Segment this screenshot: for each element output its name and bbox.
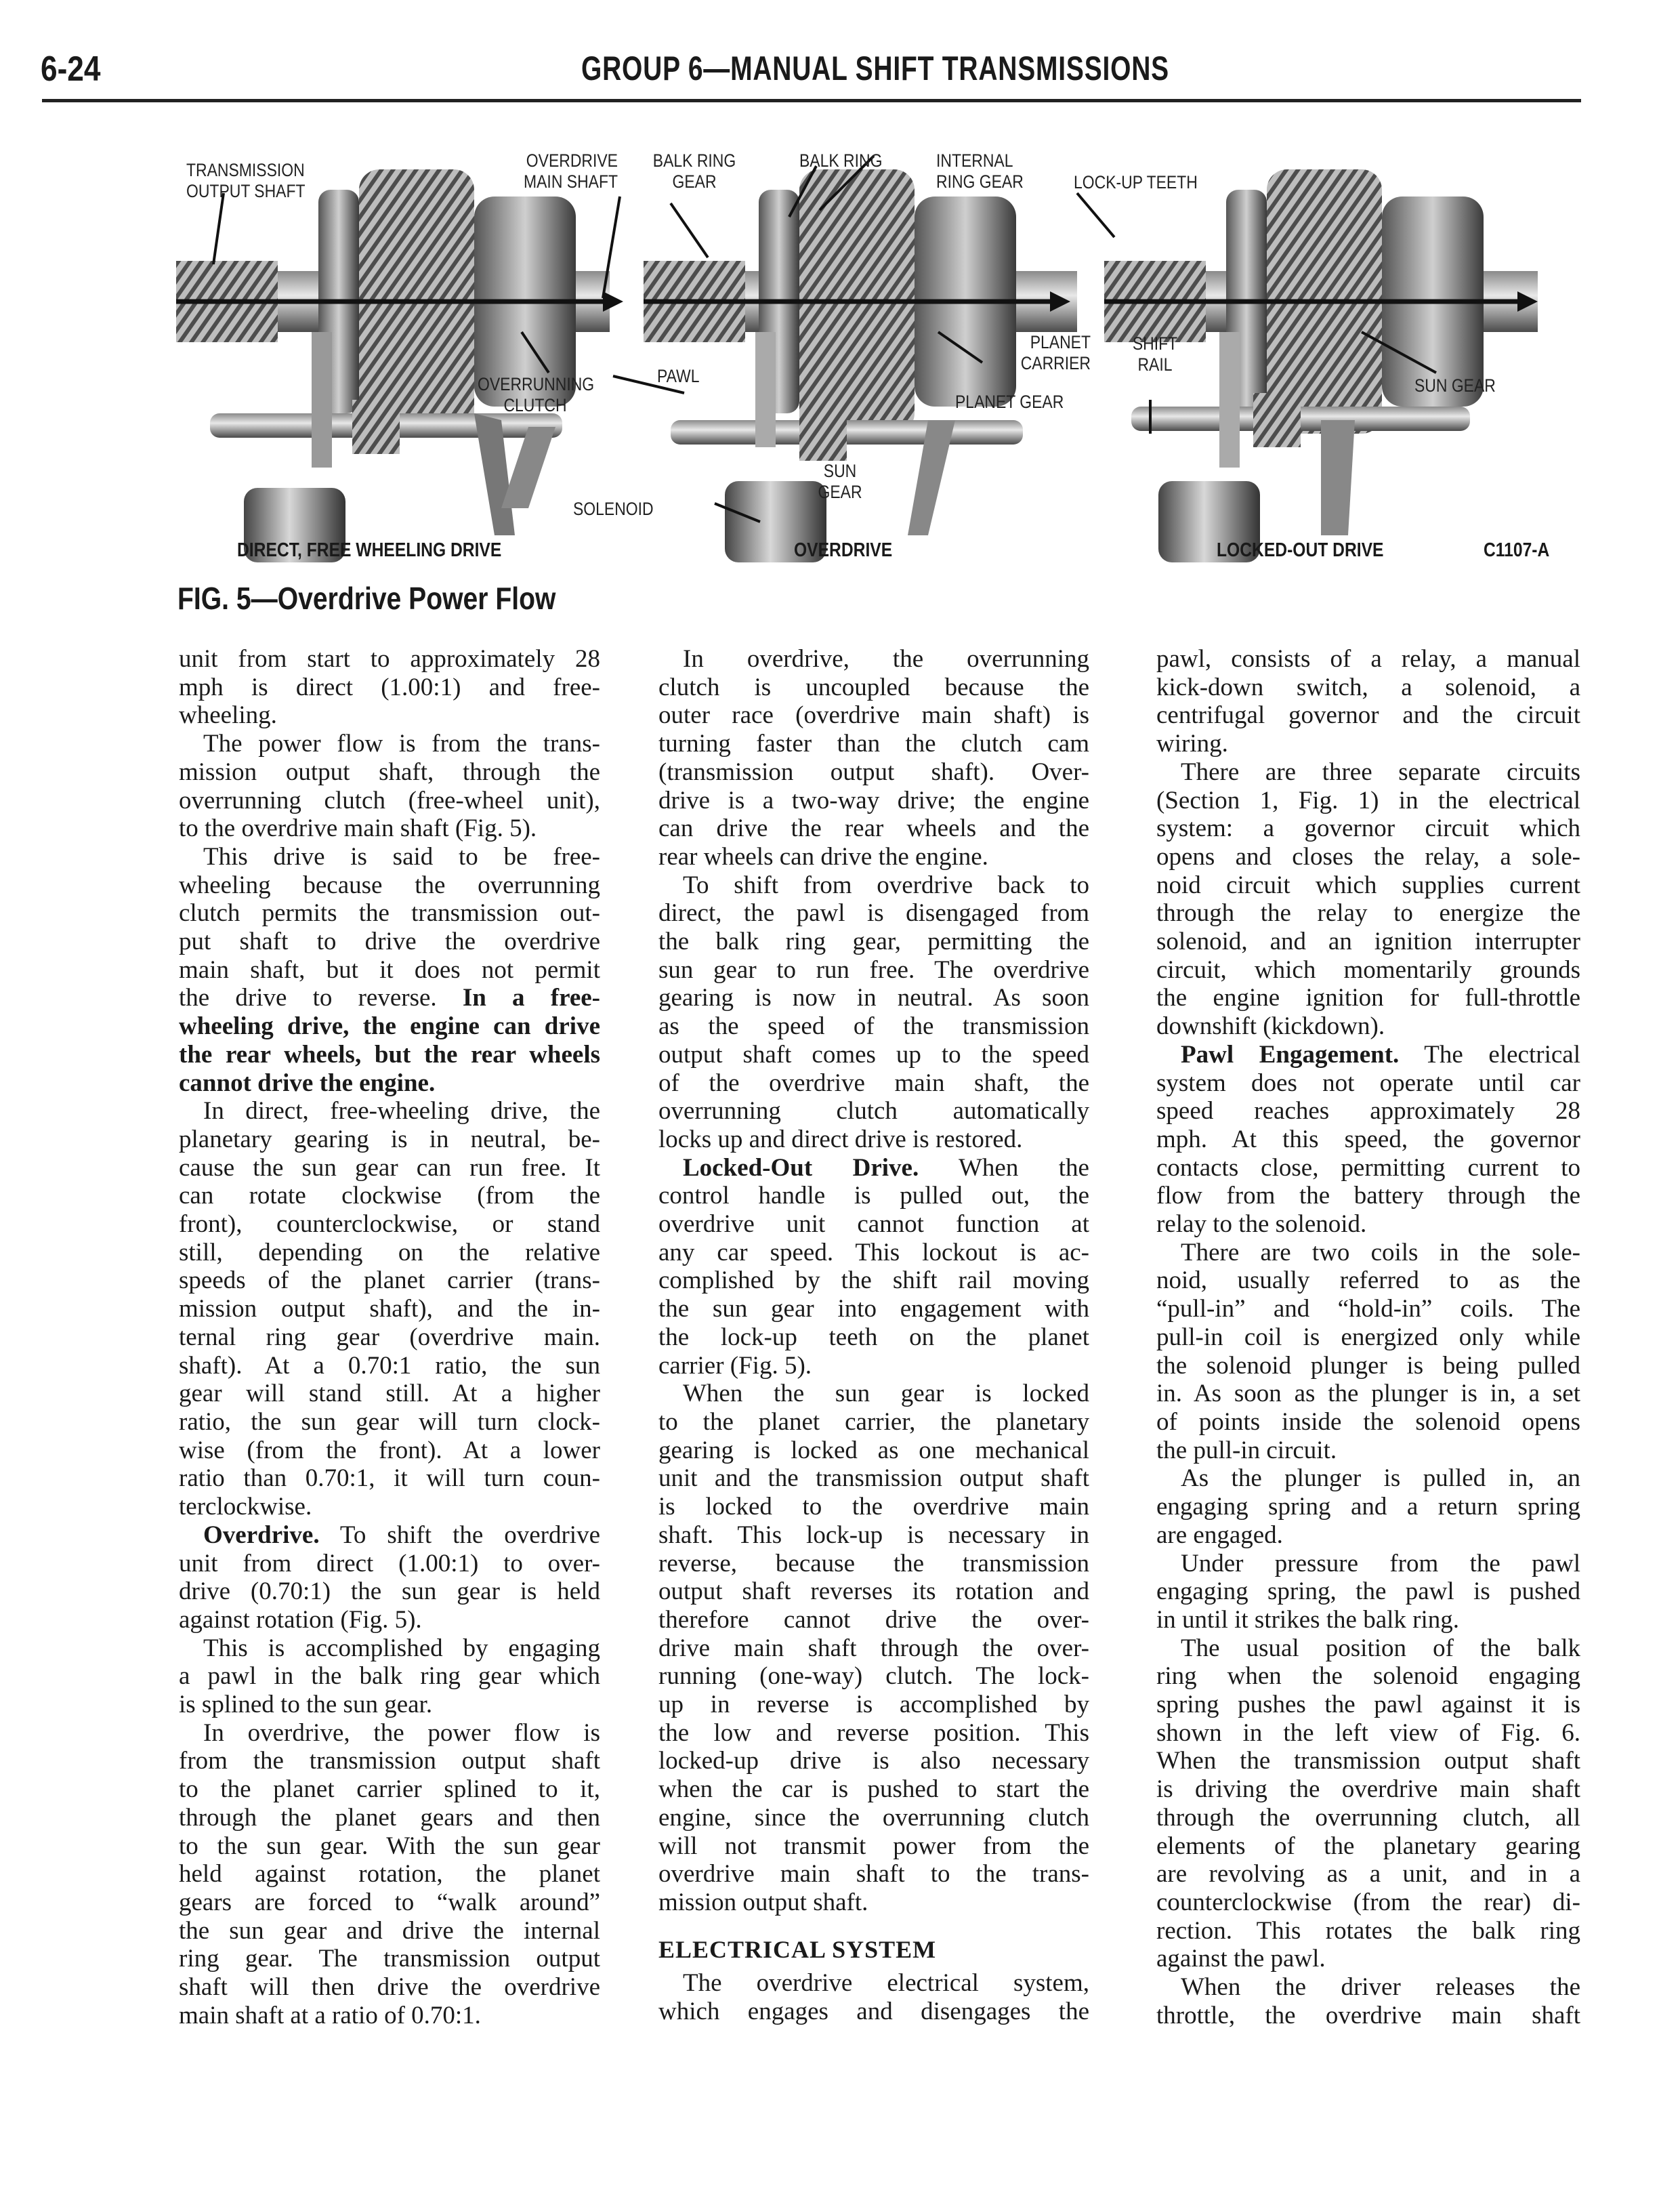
text-line: (transmission output shaft). Over-	[658, 758, 1089, 786]
text-line: circuit, which momentarily grounds	[1156, 955, 1580, 984]
text-line: planetary gearing is in neutral, be-	[179, 1125, 600, 1153]
panel-title-locked-out: LOCKED-OUT DRIVE	[1217, 539, 1384, 561]
text-line: the balk ring gear, permitting the	[658, 928, 1089, 956]
text-line: The power flow is from the trans-	[203, 730, 600, 758]
text-line: When the transmission output shaft	[1156, 1747, 1580, 1775]
text-line: control handle is pulled out, the	[658, 1182, 1089, 1210]
text-line: This is accomplished by engaging	[203, 1634, 600, 1662]
text-line: ternal ring gear (overdrive main.	[179, 1323, 600, 1351]
text-line: front), counterclockwise, or stand	[179, 1210, 600, 1239]
running-title: GROUP 6—MANUAL SHIFT TRANSMISSIONS	[581, 49, 1169, 87]
paragraph	[658, 1969, 1089, 2025]
paragraph	[658, 645, 1089, 871]
bold-run: Locked-Out Drive.	[683, 1153, 919, 1182]
text-line: solenoid, and an ignition interrupter	[1156, 928, 1580, 956]
text-run: The electrical	[1399, 1040, 1580, 1069]
label-overrunning-clutch: OVERRUNNING CLUTCH	[478, 374, 595, 415]
text-line: engaging spring, the pawl is pushed	[1156, 1577, 1580, 1606]
text-line: This drive is said to be free-	[203, 842, 600, 871]
text-line	[179, 1012, 600, 1041]
text-line: the sun gear into engagement with	[658, 1295, 1089, 1323]
text-line: still, depending on the relative	[179, 1238, 600, 1266]
text-line: mph is direct (1.00:1) and free-	[179, 673, 600, 701]
text-run: the drive to reverse.	[179, 984, 463, 1012]
text-line	[179, 1069, 600, 1098]
text-line: through the planet gears and then	[179, 1803, 600, 1832]
label-solenoid: SOLENOID	[573, 499, 654, 519]
text-line: mission output shaft, through the	[179, 758, 600, 786]
text-line: overrunning clutch (free-wheel unit),	[179, 786, 600, 814]
text-line: unit from direct (1.00:1) to over-	[179, 1549, 600, 1577]
text-line: shown in the left view of Fig. 6.	[1156, 1718, 1580, 1747]
text-line: speeds of the planet carrier (trans-	[179, 1266, 600, 1295]
text-line: relay to the solenoid.	[1156, 1210, 1367, 1239]
text-line: system: a governor circuit which	[1156, 814, 1580, 843]
text-line: mission output shaft), and the in-	[179, 1295, 600, 1323]
text-line: through the overrunning clutch, all	[1156, 1803, 1580, 1832]
text-line: overdrive unit cannot function at	[658, 1210, 1089, 1239]
text-line: in. As soon as the plunger is in, a set	[1156, 1380, 1580, 1408]
text-line: drive main shaft through the over-	[658, 1634, 1089, 1662]
text-run: To shift the overdrive	[319, 1521, 600, 1549]
text-line: overdrive main shaft to the trans-	[658, 1860, 1089, 1888]
panel-title-overdrive: OVERDRIVE	[794, 539, 893, 561]
text-line: running (one-way) clutch. The lock-	[658, 1662, 1089, 1691]
text-line: rear wheels can drive the engine.	[658, 842, 988, 871]
paragraph	[1156, 1634, 1580, 1973]
text-line: is splined to the sun gear.	[179, 1691, 433, 1719]
text-line: to the planet carrier splined to it,	[179, 1775, 600, 1804]
label-balk-ring-gear: BALK RING GEAR	[652, 150, 736, 192]
text-line: the low and reverse position. This	[658, 1718, 1089, 1747]
text-line: unit from start to approximately 28	[179, 645, 600, 673]
text-line: from the transmission output shaft	[179, 1747, 600, 1775]
label-lock-up-teeth: LOCK-UP TEETH	[1074, 172, 1198, 192]
text-line: are engaged.	[1156, 1521, 1283, 1549]
text-line: shaft will then drive the overdrive	[179, 1973, 600, 2002]
figure-caption: FIG. 5—Overdrive Power Flow	[177, 581, 556, 616]
bold-run: Pawl Engagement.	[1181, 1040, 1400, 1069]
text-line: There are three separate circuits	[1181, 758, 1580, 786]
paragraph	[179, 645, 600, 730]
paragraph	[658, 1154, 1089, 1380]
text-line: gear will stand still. At a higher	[179, 1380, 600, 1408]
text-line: to the planet carrier, the planetary	[658, 1407, 1089, 1436]
paragraph	[1156, 1239, 1580, 1465]
panel-title-direct-drive: DIRECT, FREE WHEELING DRIVE	[237, 539, 502, 561]
text-line: cause the sun gear can run free. It	[179, 1153, 600, 1182]
text-line: up in reverse is accomplished by	[658, 1691, 1089, 1719]
text-line	[179, 1041, 600, 1069]
text-line: shaft. This lock-up is necessary in	[658, 1521, 1089, 1549]
text-line: noid circuit which supplies current	[1156, 871, 1580, 899]
text-line: There are two coils in the sole-	[1181, 1238, 1580, 1266]
text-line: a pawl in the balk ring gear which	[179, 1662, 600, 1691]
text-line: in until it strikes the balk ring.	[1156, 1605, 1460, 1634]
text-line: is driving the overdrive main shaft	[1156, 1775, 1580, 1804]
text-line	[658, 1154, 1089, 1182]
label-balk-ring: BALK RING	[799, 150, 883, 171]
text-line: output shaft comes up to the speed	[658, 1040, 1089, 1069]
page-number: 6-24	[41, 49, 101, 89]
text-line: opens and closes the relay, a sole-	[1156, 842, 1580, 871]
text-line: drive is a two-way drive; the engine	[658, 786, 1089, 814]
label-overdrive-main-shaft: OVERDRIVE MAIN SHAFT	[524, 150, 618, 192]
paragraph	[1156, 758, 1580, 1041]
text-line: In overdrive, the overrunning	[683, 645, 1089, 673]
text-line: to the sun gear. With the sun gear	[179, 1832, 600, 1860]
text-line: The usual position of the balk	[1181, 1634, 1580, 1662]
label-sun-gear-overdrive: SUN GEAR	[818, 461, 862, 502]
bold-run: wheeling drive, the engine can drive	[179, 1012, 600, 1041]
text-line: direct, the pawl is disengaged from	[658, 899, 1089, 928]
text-line: When the sun gear is locked	[683, 1380, 1089, 1408]
bold-run: In a free-	[462, 984, 600, 1012]
bold-run: cannot drive the engine.	[179, 1069, 436, 1097]
paragraph	[179, 843, 600, 1097]
text-line: to the overdrive main shaft (Fig. 5).	[179, 814, 537, 843]
text-line: of points inside the solenoid opens	[1156, 1407, 1580, 1436]
text-line: sun gear to run free. The overdrive	[658, 955, 1089, 984]
text-line: In direct, free-wheeling drive, the	[203, 1097, 600, 1126]
text-line: any car speed. This lockout is ac-	[658, 1238, 1089, 1266]
text-line: pawl, consists of a relay, a manual	[1156, 645, 1580, 673]
text-line: output shaft reverses its rotation and	[658, 1577, 1089, 1606]
text-line: are revolving as a unit, and in a	[1156, 1860, 1580, 1888]
paragraph	[1156, 1464, 1580, 1549]
text-line: the sun gear and drive the internal	[179, 1916, 600, 1945]
text-line: “pull-in” and “hold-in” coils. The	[1156, 1295, 1580, 1323]
text-column-1	[179, 645, 600, 2029]
text-line: ratio than 0.70:1, it will turn coun-	[179, 1464, 600, 1493]
text-line: rection. This rotates the balk ring	[1156, 1916, 1580, 1945]
text-line: engaging spring and a return spring	[1156, 1493, 1580, 1521]
text-line: the engine ignition for full-throttle	[1156, 984, 1580, 1012]
text-line: wheeling.	[179, 701, 277, 730]
text-line: Under pressure from the pawl	[1181, 1549, 1580, 1577]
label-internal-ring-gear: INTERNAL RING GEAR	[936, 150, 1024, 192]
text-line: terclockwise.	[179, 1493, 312, 1521]
label-planet-gear: PLANET GEAR	[955, 392, 1064, 412]
text-line: locks up and direct drive is restored.	[658, 1125, 1023, 1153]
text-line: clutch is uncoupled because the	[658, 673, 1089, 701]
text-line: contacts close, permitting current to	[1156, 1153, 1580, 1182]
text-line: (Section 1, Fig. 1) in the electrical	[1156, 786, 1580, 814]
paragraph	[179, 1521, 600, 1634]
text-line: ring gear. The transmission output	[179, 1945, 600, 1973]
paragraph	[1156, 1550, 1580, 1634]
text-line: To shift from overdrive back to	[683, 871, 1089, 899]
text-line: complished by the shift rail moving	[658, 1266, 1089, 1295]
text-line: against rotation (Fig. 5).	[179, 1605, 422, 1634]
text-line: clutch permits the transmission out-	[179, 899, 600, 928]
bold-run: Overdrive.	[203, 1521, 320, 1549]
text-line: mph. At this speed, the governor	[1156, 1125, 1580, 1153]
panel-direct-drive	[176, 169, 623, 562]
paragraph	[179, 1097, 600, 1521]
text-line: when the car is pushed to start the	[658, 1775, 1089, 1804]
text-line: against the pawl.	[1156, 1945, 1326, 1973]
paragraph	[658, 1380, 1089, 1916]
text-line: turning faster than the clutch cam	[658, 730, 1089, 758]
text-line: can drive the rear wheels and the	[658, 814, 1089, 843]
text-line: shaft). At a 0.70:1 ratio, the sun	[179, 1351, 600, 1380]
text-column-3	[1156, 645, 1580, 2029]
text-line: ring when the solenoid engaging	[1156, 1662, 1580, 1691]
text-line	[179, 1521, 600, 1550]
text-line: main shaft, but it does not permit	[179, 955, 600, 984]
text-line: counterclockwise (from the rear) di-	[1156, 1888, 1580, 1916]
overdrive-power-flow-illustration	[169, 129, 1565, 562]
text-line: outer race (overdrive main shaft) is	[658, 701, 1089, 730]
label-sun-gear-locked: SUN GEAR	[1414, 375, 1496, 396]
text-line: spring pushes the pawl against it is	[1156, 1691, 1580, 1719]
text-line: gearing is now in neutral. As soon	[658, 984, 1089, 1012]
text-line	[179, 984, 600, 1012]
text-line: The overdrive electrical system,	[683, 1969, 1089, 1998]
text-line: held against rotation, the planet	[179, 1860, 600, 1888]
paragraph	[179, 1719, 600, 2030]
text-line: In overdrive, the power flow is	[203, 1718, 600, 1747]
text-line: kick-down switch, a solenoid, a	[1156, 673, 1580, 701]
text-line: can rotate clockwise (from the	[179, 1182, 600, 1210]
text-line: will not transmit power from the	[658, 1832, 1089, 1860]
text-line: speed reaches approximately 28	[1156, 1097, 1580, 1126]
text-line: noid, usually referred to as the	[1156, 1266, 1580, 1295]
text-line: gearing is locked as one mechanical	[658, 1436, 1089, 1464]
text-line: therefore cannot drive the over-	[658, 1605, 1089, 1634]
paragraph	[179, 730, 600, 843]
text-line: throttle, the overdrive main shaft	[1156, 2001, 1580, 2029]
text-line: As the plunger is pulled in, an	[1181, 1464, 1580, 1493]
text-line: carrier (Fig. 5).	[658, 1351, 812, 1380]
text-line: is locked to the overdrive main	[658, 1493, 1089, 1521]
text-line: centrifugal governor and the circuit	[1156, 701, 1580, 730]
text-line: elements of the planetary gearing	[1156, 1832, 1580, 1860]
text-line: system does not operate until car	[1156, 1069, 1580, 1097]
label-shift-rail: SHIFT RAIL	[1132, 333, 1178, 375]
section-heading: ELECTRICAL SYSTEM	[658, 1935, 937, 1963]
header-rule	[42, 99, 1581, 102]
paragraph	[179, 1634, 600, 1719]
paragraph	[658, 871, 1089, 1154]
text-line: wise (from the front). At a lower	[179, 1436, 600, 1464]
text-line: locked-up drive is also necessary	[658, 1747, 1089, 1775]
text-line: which engages and disengages the	[658, 1998, 1089, 2026]
text-line: the pull-in circuit.	[1156, 1436, 1337, 1464]
bold-run: the rear wheels, but the rear wheels	[179, 1040, 600, 1069]
text-run: When the	[919, 1153, 1089, 1182]
text-line: flow from the battery through the	[1156, 1182, 1580, 1210]
text-line: When the driver releases the	[1181, 1973, 1580, 2002]
figure-code: C1107-A	[1484, 539, 1550, 561]
text-line: main shaft at a ratio of 0.70:1.	[179, 2001, 481, 2029]
text-line	[1156, 1041, 1580, 1069]
text-line: mission output shaft.	[658, 1888, 868, 1916]
text-line: drive (0.70:1) the sun gear is held	[179, 1577, 600, 1606]
text-line: of the overdrive main shaft, the	[658, 1069, 1089, 1097]
text-line: the solenoid plunger is being pulled	[1156, 1351, 1580, 1380]
paragraph	[1156, 645, 1580, 758]
text-line: downshift (kickdown).	[1156, 1012, 1385, 1041]
text-line: pull-in coil is energized only while	[1156, 1323, 1580, 1351]
text-line: reverse, because the transmission	[658, 1549, 1089, 1577]
paragraph	[1156, 1041, 1580, 1239]
text-line: wiring.	[1156, 730, 1228, 758]
text-line: ratio, the sun gear will turn clock-	[179, 1407, 600, 1436]
label-pawl: PAWL	[657, 366, 700, 386]
text-line: overrunning clutch automatically	[658, 1097, 1089, 1126]
text-line: wheeling because the overrunning	[179, 871, 600, 899]
text-line: put shaft to drive the overdrive	[179, 928, 600, 956]
text-line: engine, since the overrunning clutch	[658, 1803, 1089, 1832]
text-line: as the speed of the transmission	[658, 1012, 1089, 1041]
label-planet-carrier: PLANET CARRIER	[1020, 332, 1091, 373]
text-line: gears are forced to “walk around”	[179, 1888, 600, 1916]
paragraph	[1156, 1973, 1580, 2029]
text-line: the lock-up teeth on the planet	[658, 1323, 1089, 1351]
text-line: through the relay to energize the	[1156, 899, 1580, 928]
text-column-2	[658, 645, 1089, 2026]
text-line: unit and the transmission output shaft	[658, 1464, 1089, 1493]
label-transmission-output-shaft: TRANSMISSION OUTPUT SHAFT	[186, 160, 306, 201]
